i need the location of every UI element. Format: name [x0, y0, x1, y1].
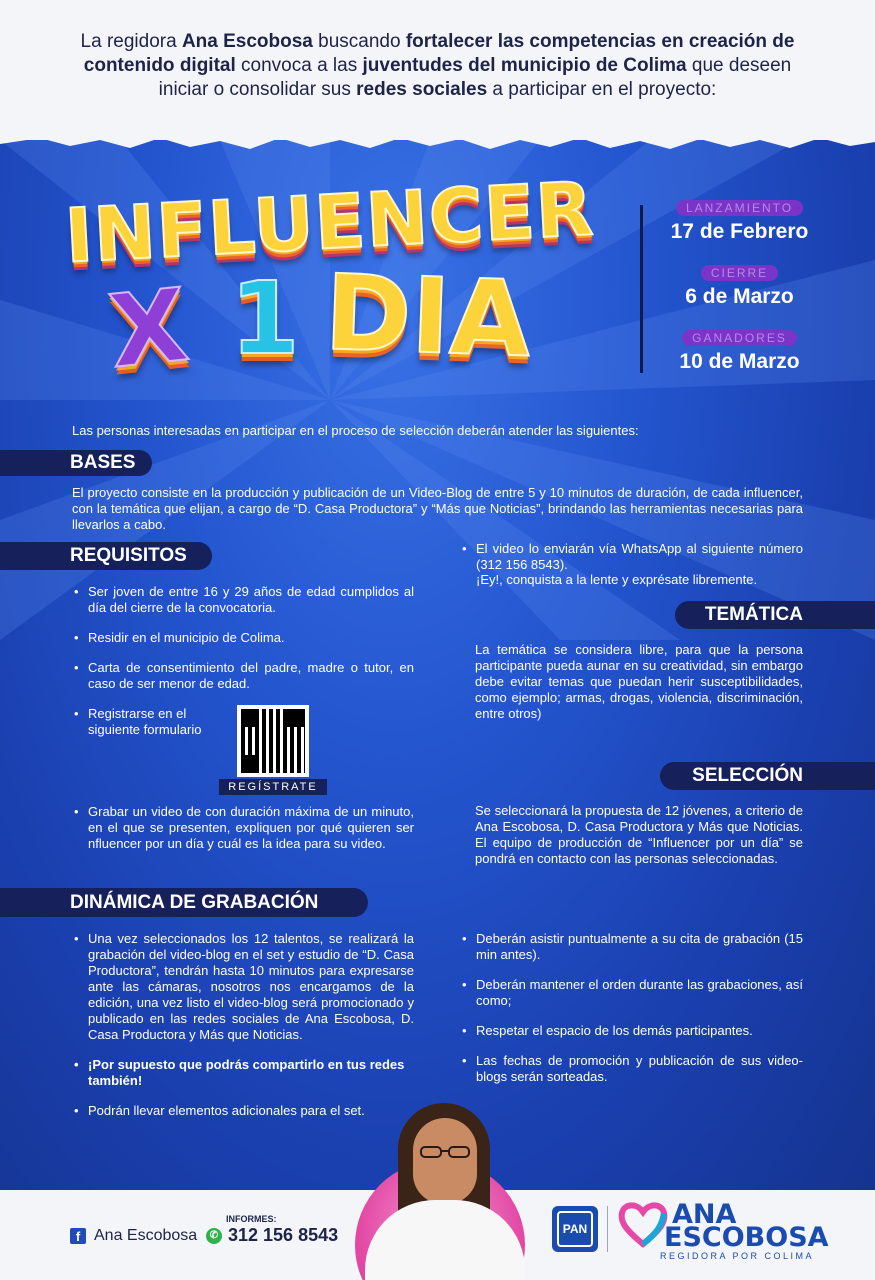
dinamica-list-right — [460, 931, 803, 1099]
date-ganadores — [652, 329, 827, 374]
register-button[interactable]: REGÍSTRATE — [219, 779, 327, 795]
title-influencer: INFLUENCER — [63, 166, 596, 280]
pan-logo — [552, 1206, 598, 1252]
list-item: • El video lo enviarán vía WhatsApp al siguiente número (312 156 8543). — [460, 541, 803, 573]
list-item: • Una vez seleccionados los 12 talentos, se realizará la grabación del video-blog en el set y estudio de “D. Casa Productora”, tendrán hasta 10 minutos para expresarse ante las cámaras, nosotros nos encargamos de la edición, una vez listo el video-blog será promocionado y publicado en las redes sociales de Ana Escobosa, D. Casa Productora y Más que Noticias. — [72, 931, 414, 1043]
date-label: GANADORES — [682, 330, 797, 346]
qr-code-pattern — [241, 709, 305, 773]
phone-link[interactable] — [206, 1225, 338, 1246]
list-item: • Grabar un video de con duración máxima de un minuto, en el que se presenten, expliquen por qué quieren ser nfluencer por un día y cuál es la idea para su video. — [72, 804, 414, 852]
title-logo — [55, 150, 625, 390]
list-item: • ¡Por supuesto que podrás compartirlo en tus redes también! — [72, 1057, 414, 1089]
section-seleccion-heading: SELECCIÓN — [660, 762, 875, 790]
date-lanzamiento — [652, 199, 827, 244]
heart-logo — [618, 1200, 668, 1248]
list-item: • Respetar el espacio de los demás participantes. — [460, 1023, 803, 1039]
date-value: 17 de Febrero — [670, 220, 809, 243]
list-item: • Registrarse en el siguiente formulario — [72, 706, 212, 738]
dinamica-list-left — [72, 931, 414, 1133]
phone-number: 312 156 8543 — [228, 1225, 339, 1245]
tematica-text: La temática se considera libre, para que la persona participante pueda aunar en su creatividad, sin embargo debe evitar temas que puedan herir susceptibilidades, como ejemplo; armas, drogas, violencia, discriminación, entre otros) — [475, 642, 803, 721]
whatsapp-icon: ✆ — [206, 1228, 222, 1244]
title-dia: DIA — [322, 251, 533, 381]
portrait-glasses — [420, 1146, 470, 1158]
date-value: 6 de Marzo — [685, 285, 794, 308]
intro-text: La regidora Ana Escobosa buscando fortalecer las competencias en creación de contenido digital convoca a las juventudes del municipio de Colima que deseen iniciar o consolidar sus redes sociales a participar en el proyecto: — [80, 31, 795, 100]
section-bases-heading: BASES — [0, 450, 152, 476]
dates-divider — [640, 205, 643, 373]
list-item: • Deberán asistir puntualmente a su cita de grabación (15 min antes). — [460, 931, 803, 963]
title-x: X — [104, 266, 194, 391]
section-requisitos-heading: REQUISITOS — [0, 542, 212, 570]
list-item: • Carta de consentimiento del padre, madre o tutor, en caso de ser menor de edad. — [72, 660, 414, 692]
bases-text: El proyecto consiste en la producción y publicación de un Video-Blog de entre 5 y 10 minutos de duración, de cada influencer, con la temática que elijan, a cargo de “D. Casa Productora” y “Más que Noticias”, brindando las herramientas necesarias para llevarlos a cabo. — [72, 485, 803, 532]
list-item: • Deberán mantener el orden durante las grabaciones, así como; — [460, 977, 803, 1009]
date-label: CIERRE — [701, 265, 778, 281]
date-value: 10 de Marzo — [679, 350, 800, 373]
facebook-link[interactable] — [70, 1227, 197, 1245]
facebook-icon: f — [70, 1228, 86, 1244]
portrait-face — [413, 1118, 477, 1204]
seleccion-text: Se seleccionará la propuesta de 12 jóvenes, a criterio de Ana Escobosa, D. Casa Productora y Más que Noticias. El equipo de producción de “Influencer por un día” se pondrá en contacto con las personas seleccionadas. — [475, 803, 803, 866]
tagline-text: ¡Ey!, conquista a la lente y exprésate libremente. — [476, 572, 758, 587]
date-label: LANZAMIENTO — [676, 200, 803, 216]
whatsapp-note — [460, 541, 803, 573]
pan-logo-text: PAN — [557, 1211, 593, 1247]
title-one: 1 — [230, 260, 300, 377]
brand-name: ANA ESCOBOSA — [664, 1199, 829, 1253]
lead-text: Las personas interesadas en participar en el proceso de selección deberán atender las siguientes: — [72, 423, 639, 438]
informes-label: INFORMES: — [226, 1214, 277, 1224]
section-dinamica-heading: DINÁMICA DE GRABACIÓN — [0, 888, 368, 917]
list-item: • Residir en el municipio de Colima. — [72, 630, 414, 646]
facebook-name: Ana Escobosa — [94, 1227, 198, 1244]
list-item: • Podrán llevar elementos adicionales para el set. — [72, 1103, 414, 1119]
brand-subtitle: REGIDORA POR COLIMA — [660, 1251, 815, 1261]
list-item: • Ser joven de entre 16 y 29 años de edad cumplidos al día del cierre de la convocatoria. — [72, 584, 414, 616]
section-tematica-heading: TEMÁTICA — [675, 601, 875, 629]
brand-separator — [607, 1206, 608, 1252]
list-item: • Las fechas de promoción y publicación de sus video-blogs serán sorteadas. — [460, 1053, 803, 1085]
qr-code[interactable] — [237, 705, 309, 777]
date-cierre — [652, 264, 827, 309]
requisitos-list-continued — [72, 804, 414, 866]
